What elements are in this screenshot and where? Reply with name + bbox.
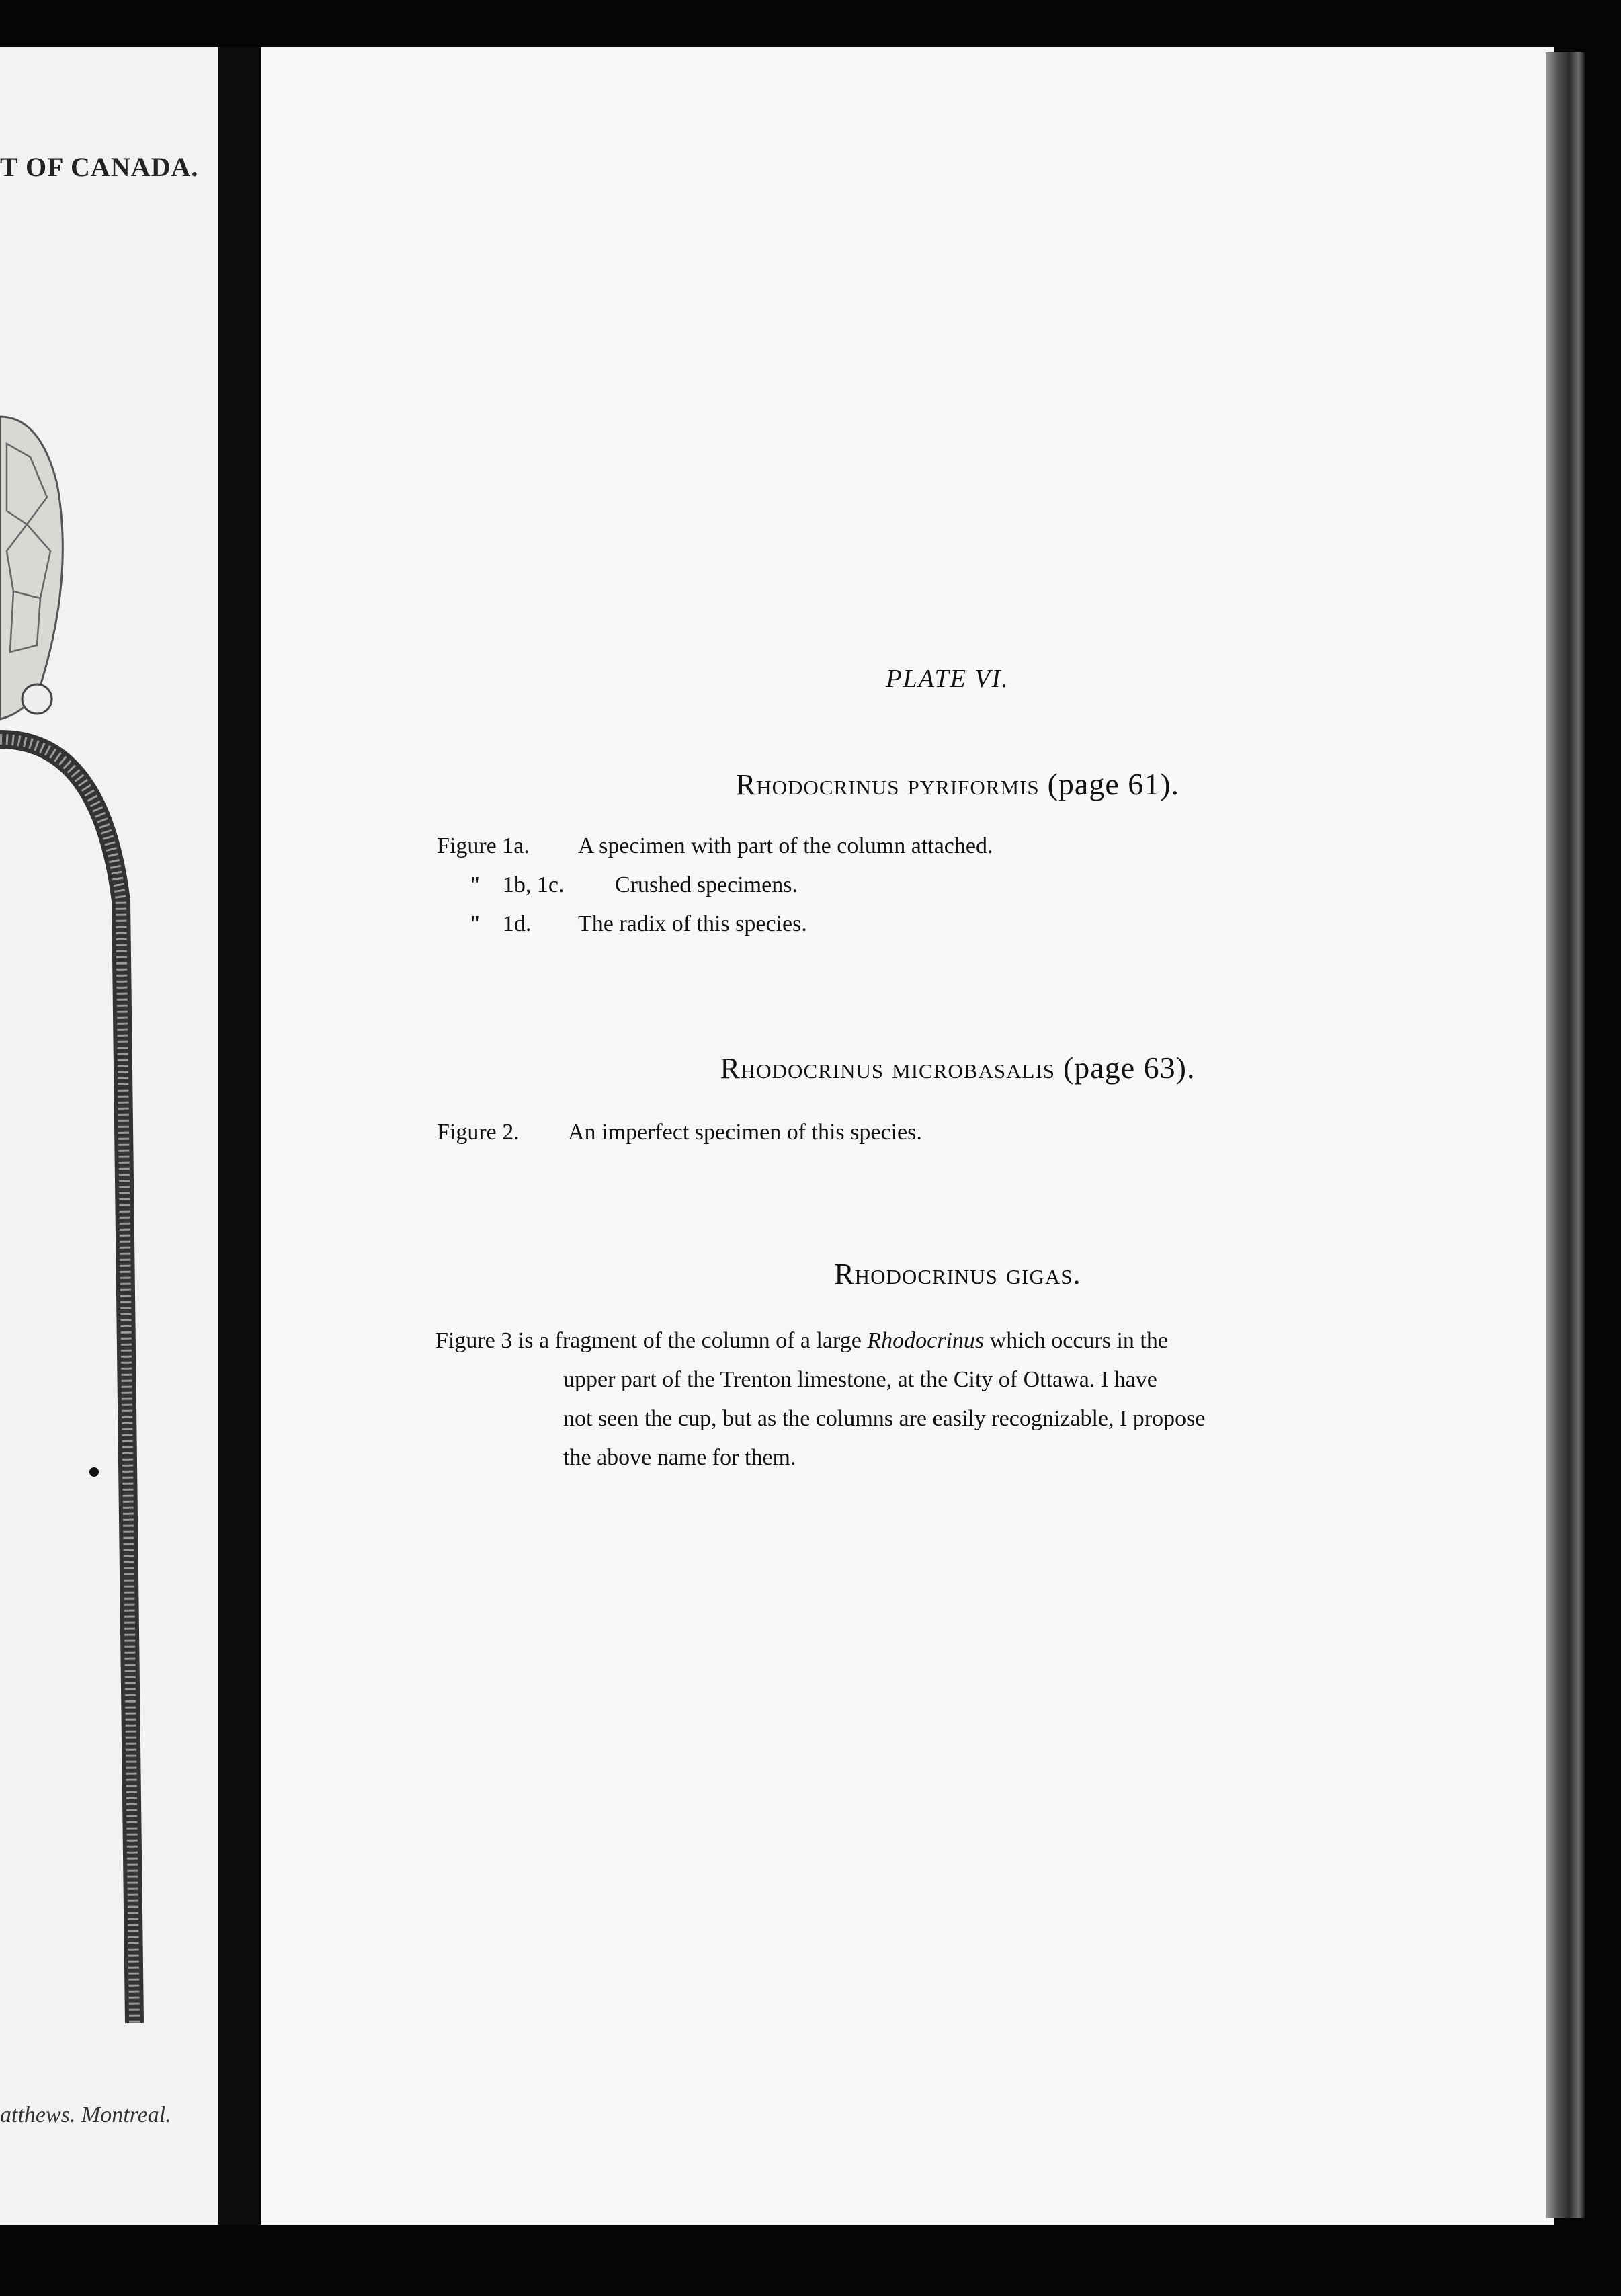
figure-label: Figure 1a. bbox=[437, 833, 530, 858]
page-block-edge bbox=[1546, 52, 1585, 2218]
section-heading-pyriformis bbox=[261, 766, 1554, 802]
plate-title: PLATE VI. bbox=[886, 665, 1009, 693]
crinoid-fossil-illustration bbox=[0, 403, 218, 2043]
genus-name: Rhodocrinus bbox=[867, 1328, 985, 1353]
figure-label: " 1d. bbox=[470, 911, 532, 936]
figure-label: Figure 2. bbox=[437, 1120, 519, 1145]
fossil-column bbox=[0, 739, 134, 2023]
page-reference: (page 61). bbox=[1047, 767, 1180, 801]
species-name: Rhodocrinus gigas. bbox=[834, 1258, 1081, 1290]
paragraph-line: the above name for them. bbox=[563, 1445, 796, 1470]
left-page-header: T OF CANADA. bbox=[0, 152, 199, 182]
paragraph-text: which occurs in the bbox=[989, 1328, 1168, 1353]
left-page-imprint: atthews. Montreal. bbox=[0, 2102, 171, 2127]
ink-spot bbox=[89, 1467, 99, 1477]
section-heading-gigas bbox=[261, 1257, 1554, 1291]
paragraph-text: Figure 3 is a fragment of the column of a large bbox=[435, 1328, 862, 1353]
figure-description: An imperfect specimen of this species. bbox=[568, 1120, 922, 1145]
species-name: Rhodocrinus pyriformis bbox=[735, 768, 1040, 801]
figure-description: Crushed specimens. bbox=[615, 872, 798, 897]
page-reference: (page 63). bbox=[1063, 1051, 1196, 1085]
fossil-calyx bbox=[0, 417, 63, 719]
section-heading-microbasalis bbox=[261, 1050, 1554, 1085]
figure-description: The radix of this species. bbox=[578, 911, 807, 936]
paragraph-line: not seen the cup, but as the columns are easily recognizable, I propose bbox=[563, 1406, 1206, 1431]
paragraph-line: upper part of the Trenton limestone, at the City of Ottawa. I have bbox=[563, 1367, 1157, 1392]
book-gutter bbox=[218, 47, 259, 2225]
paragraph-first-line bbox=[435, 1328, 1168, 1354]
figure-line bbox=[437, 833, 530, 859]
figure-label: " 1b, 1c. bbox=[470, 872, 565, 897]
species-name: Rhodocrinus microbasalis bbox=[720, 1052, 1055, 1085]
figure-description: A specimen with part of the column attached. bbox=[578, 833, 993, 858]
